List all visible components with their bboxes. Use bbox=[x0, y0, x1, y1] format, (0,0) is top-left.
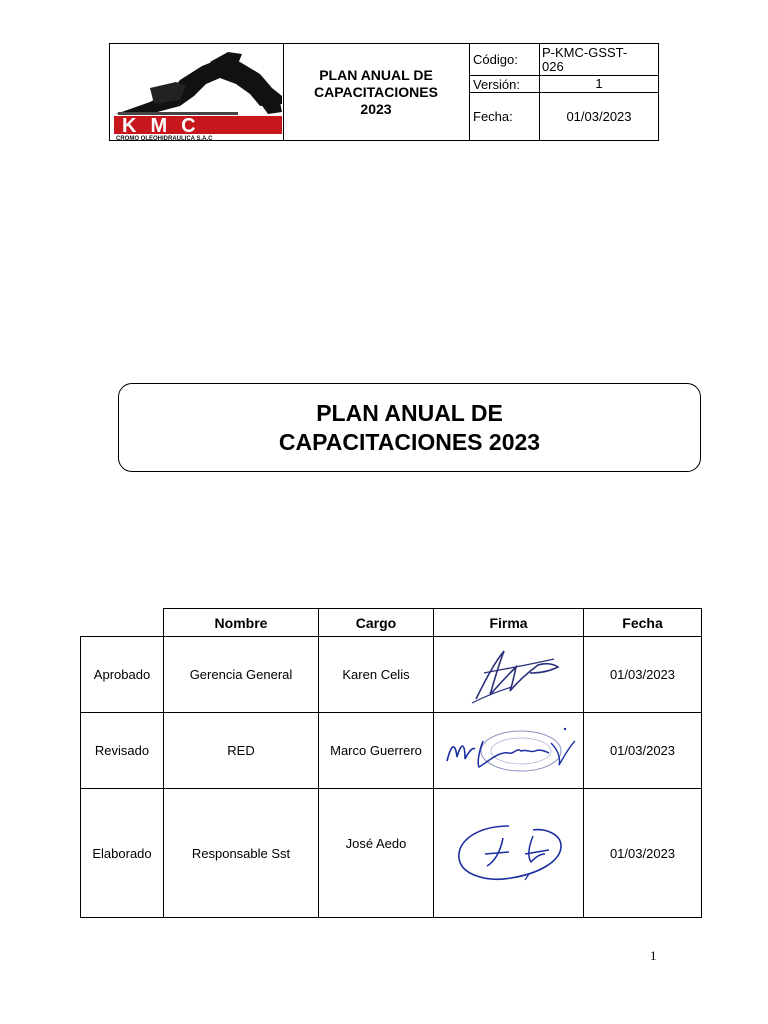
logo-wordmark: KMC bbox=[122, 115, 210, 137]
version-label: Versión: bbox=[469, 76, 540, 92]
page-number: 1 bbox=[650, 948, 657, 963]
signature-marco bbox=[439, 721, 579, 781]
header-title bbox=[283, 44, 470, 140]
header-meta bbox=[469, 44, 658, 140]
row-fecha: 01/03/2023 bbox=[584, 713, 702, 789]
header-cargo: Cargo bbox=[319, 609, 434, 637]
signature-cell bbox=[434, 637, 584, 713]
row-cargo: Marco Guerrero bbox=[319, 713, 434, 789]
row-cargo: José Aedo bbox=[319, 789, 434, 918]
meta-row-version bbox=[469, 76, 658, 93]
header-title-line2: CAPACITACIONES bbox=[314, 83, 438, 100]
approval-header-row bbox=[81, 609, 702, 637]
row-nombre: RED bbox=[164, 713, 319, 789]
header-fecha: Fecha bbox=[584, 609, 702, 637]
main-title-box bbox=[118, 383, 701, 472]
header-firma: Firma bbox=[434, 609, 584, 637]
main-title-line1: PLAN ANUAL DE bbox=[316, 399, 503, 426]
signature-cell bbox=[434, 713, 584, 789]
row-fecha: 01/03/2023 bbox=[584, 637, 702, 713]
fecha-label: Fecha: bbox=[469, 93, 540, 140]
signature-cell bbox=[434, 789, 584, 918]
row-nombre: Responsable Sst bbox=[164, 789, 319, 918]
header-title-line3: 2023 bbox=[360, 100, 392, 117]
row-role: Revisado bbox=[81, 713, 164, 789]
header-title-line1: PLAN ANUAL DE bbox=[319, 66, 433, 83]
row-role: Elaborado bbox=[81, 789, 164, 918]
row-role: Aprobado bbox=[81, 637, 164, 713]
table-row bbox=[81, 789, 702, 918]
approval-header-blank bbox=[81, 609, 164, 637]
main-title-line2: CAPACITACIONES 2023 bbox=[278, 428, 541, 455]
logo-subtext: CROMO OLEOHIDRAULICA S.A.C bbox=[116, 136, 213, 140]
company-logo bbox=[110, 44, 284, 140]
row-fecha: 01/03/2023 bbox=[584, 789, 702, 918]
codigo-value: P-KMC-GSST- 026 bbox=[542, 44, 628, 74]
row-nombre: Gerencia General bbox=[164, 637, 319, 713]
signature-karen bbox=[454, 643, 564, 707]
fecha-value: 01/03/2023 bbox=[566, 108, 632, 124]
table-row bbox=[81, 713, 702, 789]
table-row bbox=[81, 637, 702, 713]
meta-row-codigo bbox=[469, 44, 658, 76]
meta-row-fecha bbox=[469, 93, 658, 140]
approval-table bbox=[80, 608, 702, 918]
signature-jose bbox=[449, 818, 569, 888]
header-nombre: Nombre bbox=[164, 609, 319, 637]
row-cargo: Karen Celis bbox=[319, 637, 434, 713]
codigo-label: Código: bbox=[469, 44, 540, 75]
version-value: 1 bbox=[595, 76, 603, 91]
document-header bbox=[109, 43, 659, 141]
